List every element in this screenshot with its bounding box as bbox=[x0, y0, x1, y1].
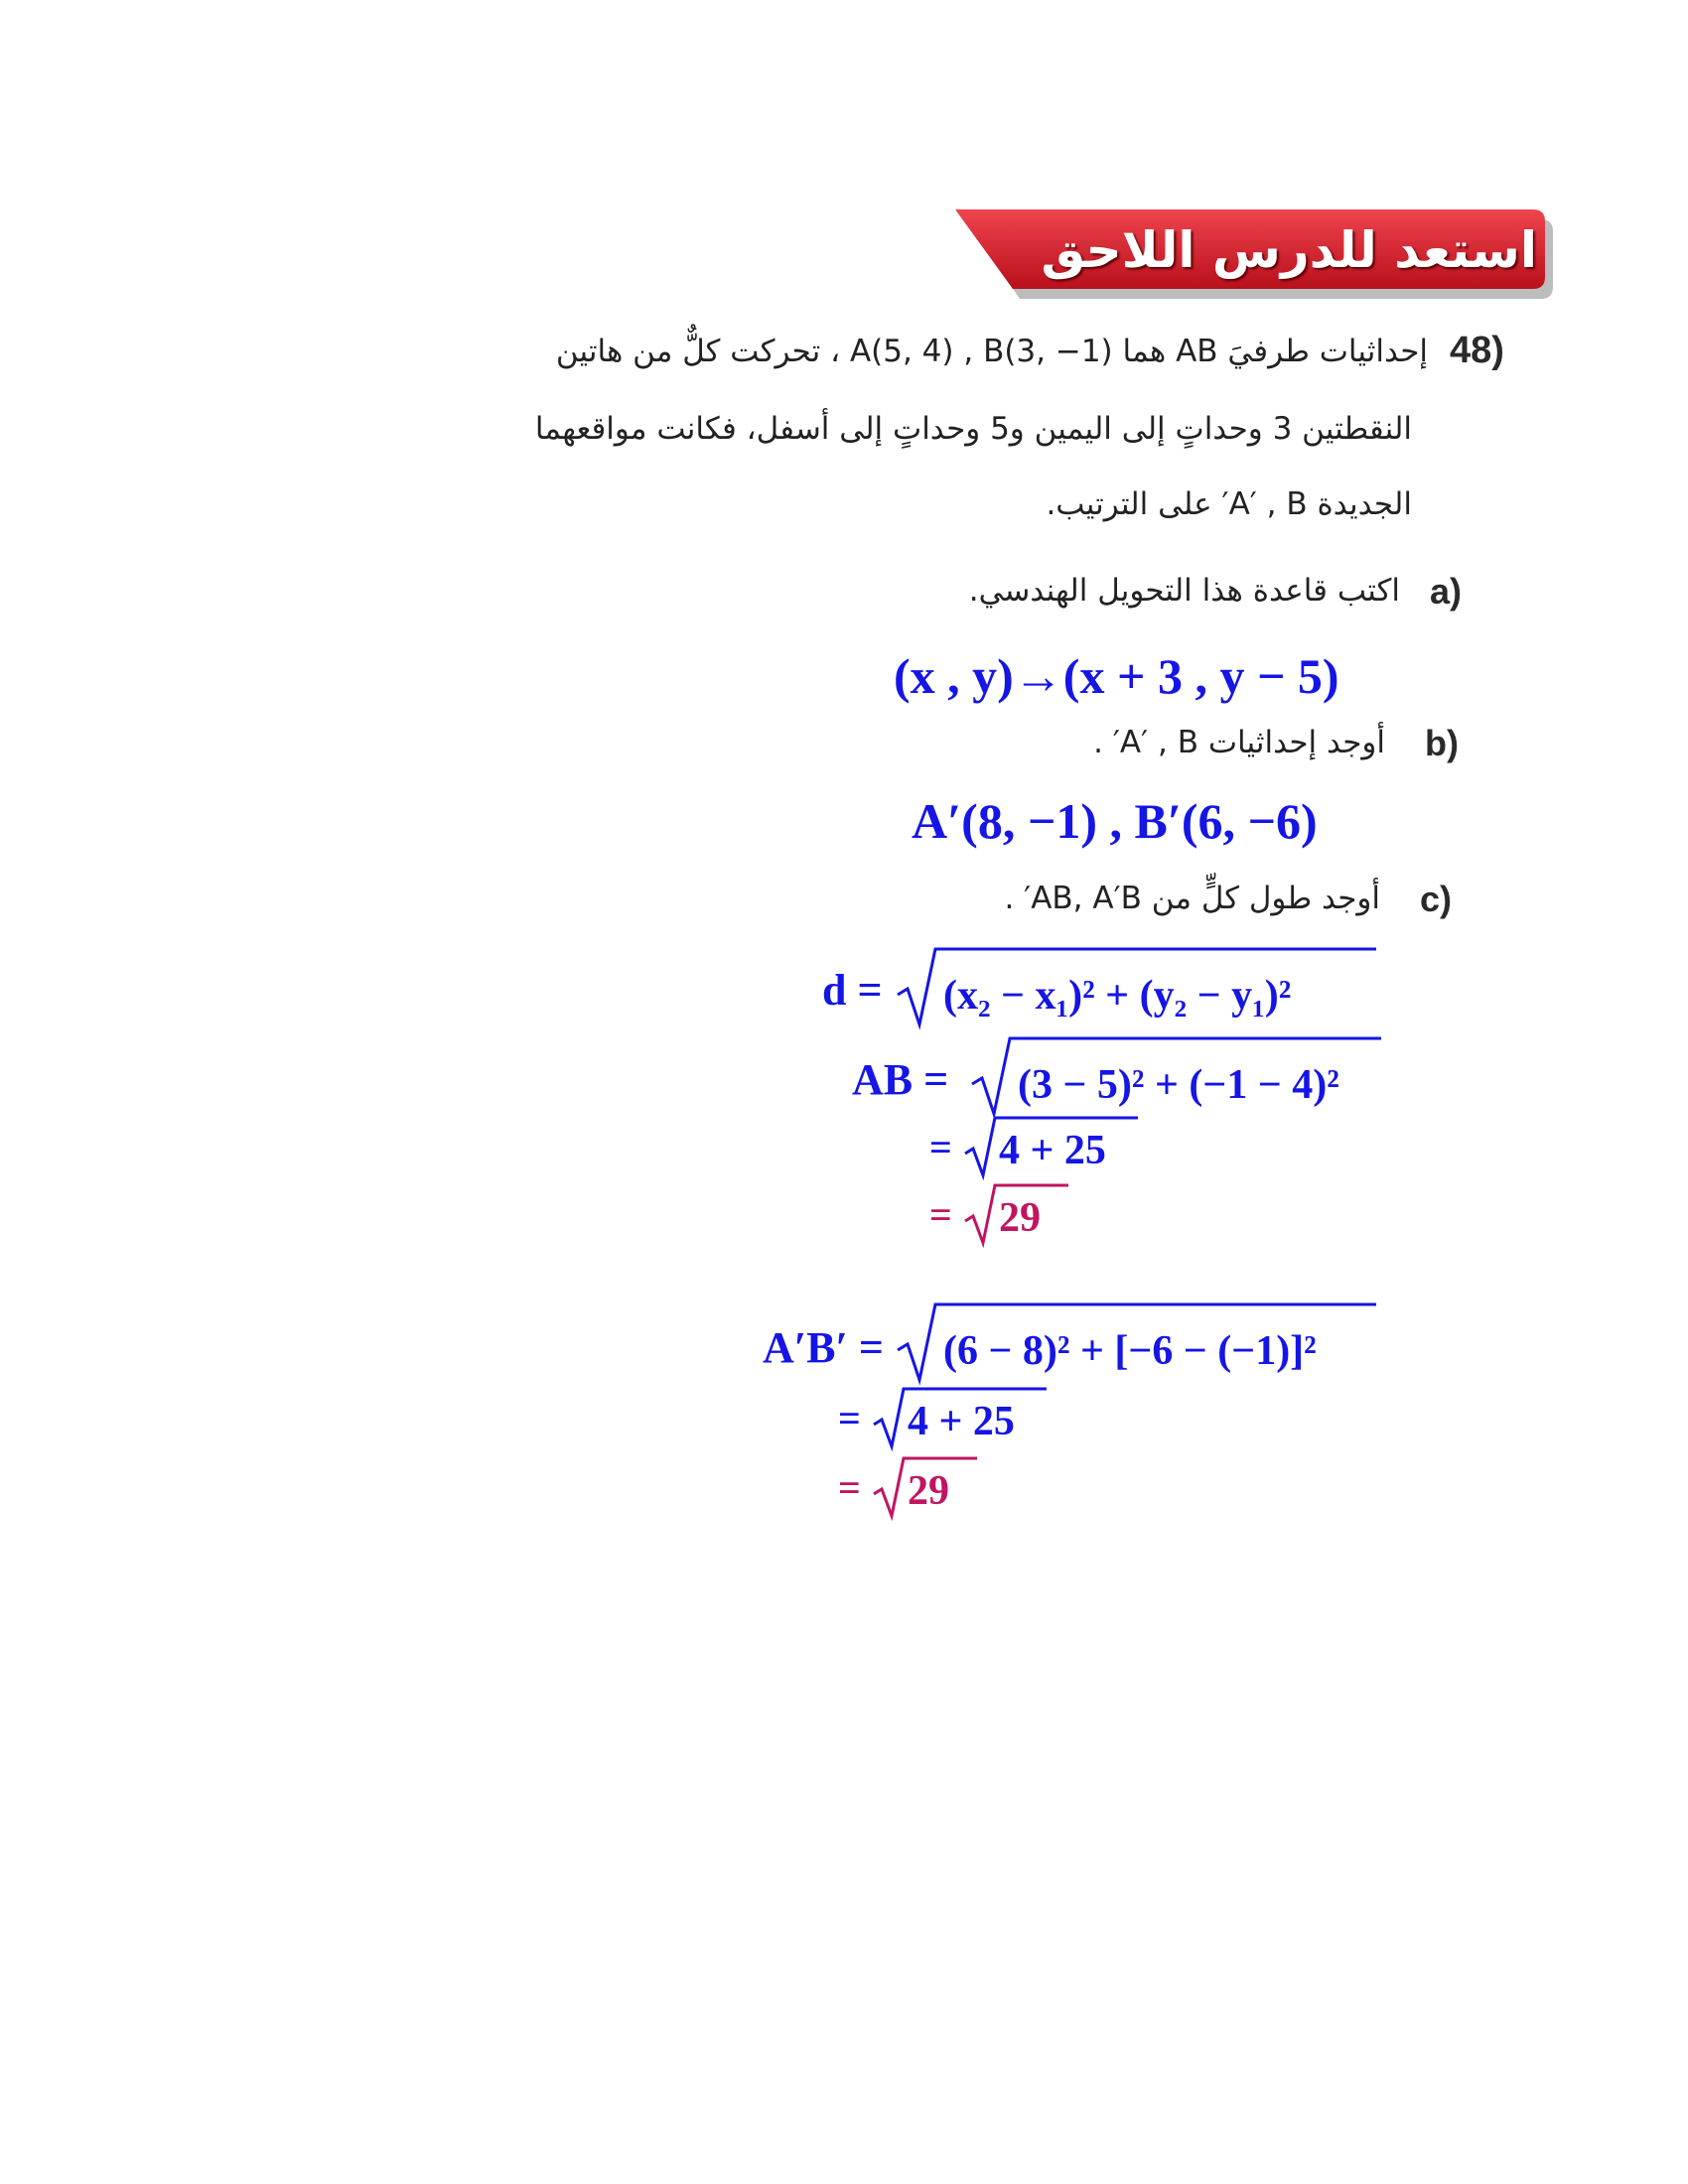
part-b-letter: b) bbox=[1425, 723, 1459, 763]
apbp-result: 29 bbox=[908, 1468, 949, 1514]
apbp-lhs: A′B′ = bbox=[763, 1323, 884, 1372]
part-a-letter: a) bbox=[1430, 571, 1463, 612]
apbp-step2-equals: = bbox=[838, 1396, 861, 1440]
ab-step2-radicand: 4 + 25 bbox=[999, 1128, 1106, 1173]
question-line-2: النقطتين 3 وحداتٍ إلى اليمين و5 وحداتٍ إلى أسفل، فكانت مواقعهما bbox=[534, 411, 1412, 447]
ab-result-equals: = bbox=[929, 1192, 952, 1237]
part-b-text: أوجد إحداثيات A′ , B′ . bbox=[1093, 725, 1385, 760]
ab-step2-radical bbox=[963, 1114, 1142, 1183]
answer-rule: (x , y)→(x + 3 , y − 5) bbox=[894, 648, 1339, 704]
ab-lhs: AB = bbox=[852, 1055, 949, 1104]
apbp-radical bbox=[894, 1298, 1380, 1388]
section-banner bbox=[941, 204, 1557, 303]
banner-title: استعد للدرس اللاحق bbox=[1041, 221, 1537, 279]
answer-coordinates: A′(8, −1) , B′(6, −6) bbox=[912, 793, 1318, 849]
formula-radicand: (x₂ − x₁)² + (y₂ − y₁)² bbox=[943, 973, 1292, 1019]
ab-result: 29 bbox=[999, 1195, 1041, 1241]
apbp-step2-radicand: 4 + 25 bbox=[908, 1399, 1015, 1444]
part-a-text: اكتب قاعدة هذا التحويل الهندسي. bbox=[968, 573, 1400, 609]
ab-radical bbox=[968, 1032, 1385, 1122]
apbp-radicand: (6 − 8)² + [−6 − (−1)]² bbox=[943, 1328, 1317, 1374]
part-c-letter: c) bbox=[1420, 879, 1453, 919]
formula-lhs: d = bbox=[822, 966, 883, 1015]
ab-step2-equals: = bbox=[929, 1125, 952, 1169]
question-line-1: إحداثيات طرفيَ AB هما A(5, 4) , B(3, −1) ، تحركت كلٌّ من هاتين bbox=[555, 334, 1428, 369]
question-line-3: الجديدة A′ , B′ على الترتيب. bbox=[1046, 486, 1412, 522]
ab-radicand: (3 − 5)² + (−1 − 4)² bbox=[1018, 1062, 1339, 1108]
apbp-result-radical bbox=[872, 1454, 981, 1524]
apbp-result-equals: = bbox=[838, 1465, 861, 1510]
ab-result-radical bbox=[963, 1181, 1072, 1251]
question-number: 48) bbox=[1450, 330, 1504, 371]
part-c-text: أوجد طول كلٍّ من AB, A′B′ . bbox=[1004, 881, 1380, 916]
formula-radical bbox=[894, 943, 1380, 1032]
apbp-step2-radical bbox=[872, 1385, 1051, 1454]
